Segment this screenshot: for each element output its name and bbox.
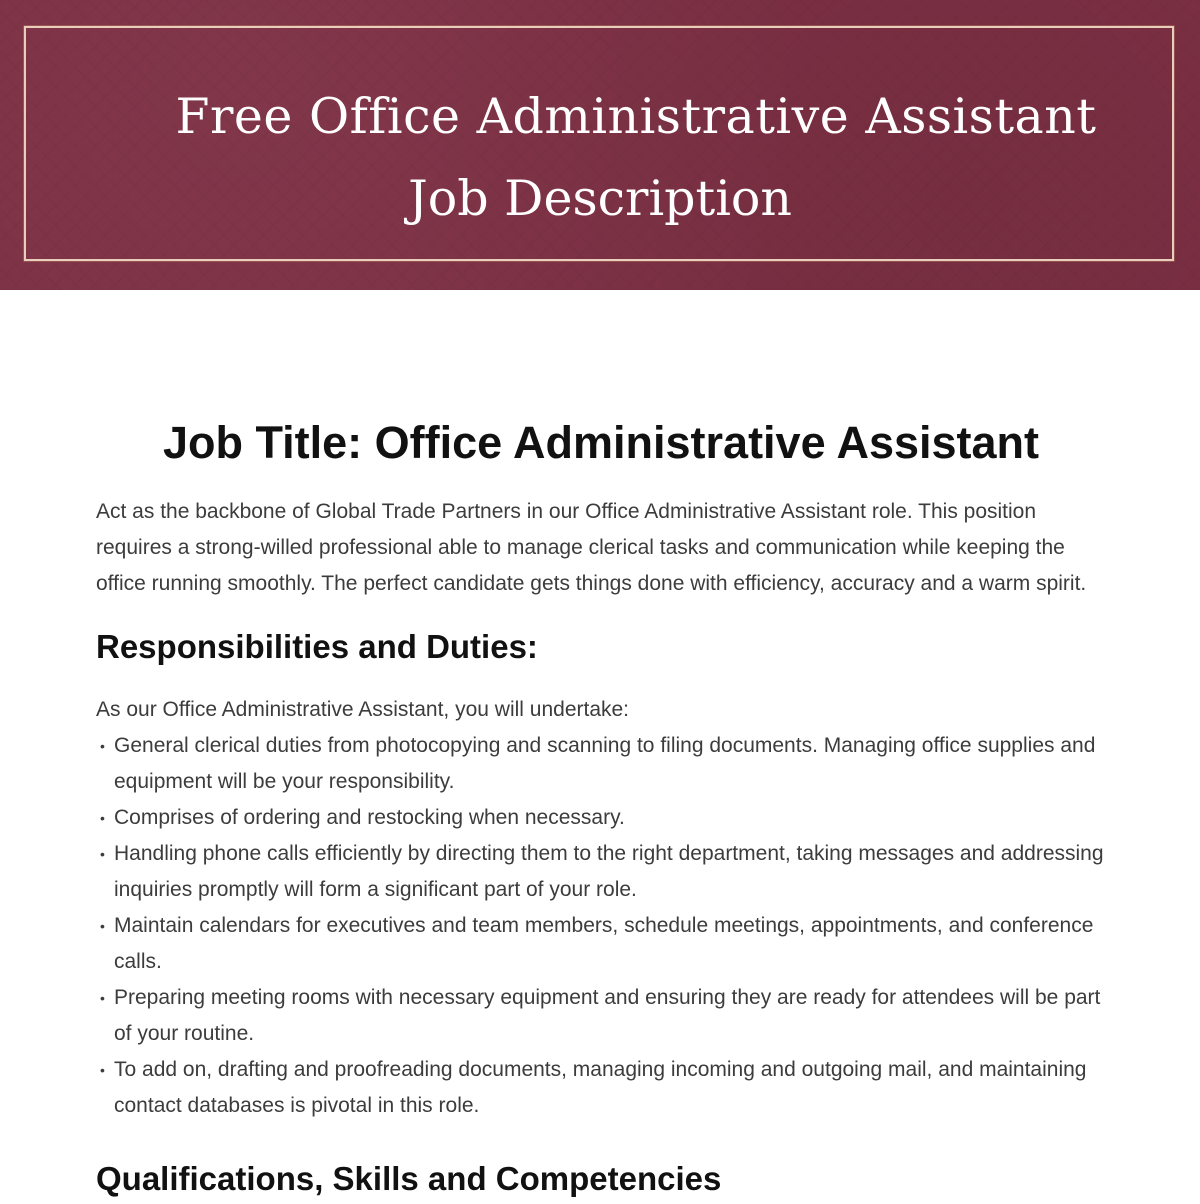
bullet-icon: • [100, 1062, 105, 1078]
document-body [96, 410, 1106, 1204]
banner-title-line1: Free Office Administrative Assistant [175, 88, 1097, 145]
qualifications-heading: Qualifications, Skills and Competencies [96, 1160, 722, 1197]
bullet-icon: • [100, 810, 105, 826]
duty-item [96, 908, 1106, 980]
bullet-icon: • [100, 738, 105, 754]
responsibilities-heading: Responsibilities and Duties: [96, 628, 538, 665]
duties-list [96, 728, 1106, 1124]
duty-text: Handling phone calls efficiently by directing them to the right department, taking messages and addressing inquiries promptly will form a significant part of your role. [114, 842, 1104, 901]
bullet-icon: • [100, 918, 105, 934]
bullet-icon: • [100, 846, 105, 862]
job-title: Job Title: Office Administrative Assistant [162, 417, 1040, 468]
duty-item [96, 836, 1106, 908]
duty-item [96, 800, 1106, 836]
duty-text: To add on, drafting and proofreading documents, managing incoming and outgoing mail, and maintaining contact databases is pivotal in this role. [114, 1058, 1087, 1117]
duty-text: Maintain calendars for executives and team members, schedule meetings, appointments, and conference calls. [114, 914, 1094, 973]
duty-text: Comprises of ordering and restocking when necessary. [114, 806, 625, 829]
header-banner [0, 0, 1200, 290]
duty-text: Preparing meeting rooms with necessary equipment and ensuring they are ready for attendees will be part of your routine. [114, 986, 1101, 1045]
duty-item [96, 980, 1106, 1052]
banner-title-line2: Job Description [408, 170, 792, 227]
intro-paragraph: Act as the backbone of Global Trade Partners in our Office Administrative Assistant role. This position requires a strong-willed professional able to manage clerical tasks and communication while keeping the office running smoothly. The perfect candidate gets things done with efficiency, accuracy and a warm spirit. [96, 500, 1087, 595]
responsibilities-lead: As our Office Administrative Assistant, you will undertake: [96, 698, 630, 721]
duty-item [96, 1052, 1106, 1124]
duty-item [96, 728, 1106, 800]
bullet-icon: • [100, 990, 105, 1006]
duty-text: General clerical duties from photocopying and scanning to filing documents. Managing office supplies and equipment will be your responsibility. [114, 734, 1096, 793]
